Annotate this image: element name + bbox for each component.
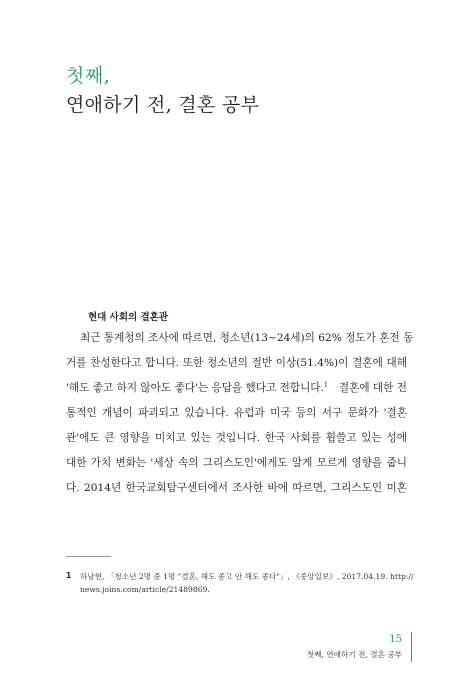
body-line-5: 관'에도 큰 영향을 미치고 있는 것입니다. 한국 사회를 휩쓸고 있는 성에: [66, 432, 407, 444]
chapter-number: 첫째,: [66, 65, 111, 87]
body-line-6: 대한 가치 변화는 '세상 속의 그리스도인'에게도 알게 모르게 영향을 줍니: [66, 457, 407, 469]
body-line-3-tail: 결혼에 대한 전: [338, 382, 407, 394]
running-head: 첫째, 연애하기 전, 결혼 공부: [306, 650, 402, 659]
section-heading: 현대 사회의 결혼관: [88, 312, 169, 323]
footnote-line-1: 하남현, 「청소년 2명 중 1명 "결혼, 해도 좋고 안 해도 좋다"」, 《중앙일보》, 2017.04.19. http://: [80, 572, 414, 581]
body-line-2: 거를 찬성한다고 합니다. 또한 청소년의 절반 이상(51.4%)이 결혼에 대해: [66, 357, 407, 369]
chapter-title: 연애하기 전, 결혼 공부: [66, 94, 260, 116]
body-line-1: 최근 통계청의 조사에 따르면, 청소년(13~24세)의 62% 정도가 혼전 동: [80, 332, 414, 344]
footnote-number: 1: [66, 571, 72, 580]
footnote-line-2: news.joins.com/article/21489869.: [80, 585, 210, 594]
body-line-4: 통적인 개념이 파괴되고 있습니다. 유럽과 미국 등의 서구 문화가 '결혼: [66, 407, 407, 419]
page-number: 15: [389, 634, 402, 645]
folio-divider: [411, 632, 412, 662]
footnote-divider: [66, 556, 111, 557]
footnote-reference: 1: [323, 380, 329, 389]
body-line-3: [66, 381, 407, 395]
body-line-7: 다. 2014년 한국교회탐구센터에서 조사한 바에 따르면, 그리스도인 미혼: [66, 482, 407, 494]
body-line-3-text: '해도 좋고 하지 않아도 좋다'는 응답을 했다고 전합니다.: [66, 382, 324, 394]
